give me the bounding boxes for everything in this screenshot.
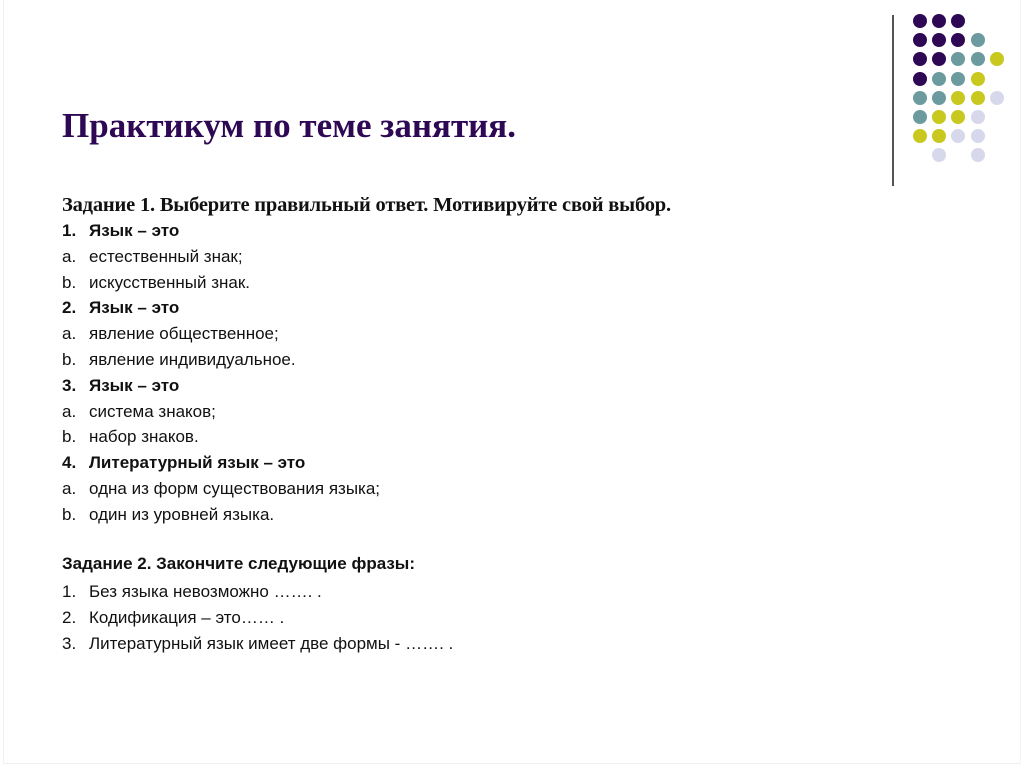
- decorative-dot-icon: [971, 129, 985, 143]
- decorative-dot-icon: [913, 91, 927, 105]
- decorative-dot-icon: [971, 72, 985, 86]
- item-text: Язык – это: [89, 298, 180, 318]
- item-text: Кодификация – это…… .: [89, 607, 285, 627]
- item-marker: 2.: [62, 298, 77, 318]
- item-text: искусственный знак.: [89, 272, 251, 292]
- item-text: одна из форм существования языка;: [89, 478, 381, 498]
- decorative-dot-icon: [951, 72, 965, 86]
- decorative-dot-icon: [913, 110, 927, 124]
- item-text: набор знаков.: [89, 427, 199, 447]
- item-text: система знаков;: [89, 401, 216, 421]
- task1-heading: Задание 1. Выберите правильный ответ. Мотивируйте свой выбор.: [62, 194, 671, 216]
- decorative-dot-icon: [971, 33, 985, 47]
- item-text: Язык – это: [89, 375, 180, 395]
- item-marker: a.: [62, 401, 77, 421]
- item-marker: 4.: [62, 453, 77, 473]
- item-text: Язык – это: [89, 221, 180, 240]
- item-marker: b.: [62, 427, 77, 447]
- item-marker: 3.: [62, 633, 77, 653]
- item-text: явление индивидуальное.: [89, 349, 296, 369]
- item-marker: 1.: [62, 221, 77, 240]
- item-marker: a.: [62, 324, 77, 344]
- decorative-dot-icon: [932, 91, 946, 105]
- vertical-divider-line: [892, 15, 894, 186]
- item-text: Литературный язык имеет две формы - ……. .: [89, 633, 454, 653]
- item-text: один из уровней языка.: [89, 504, 275, 524]
- item-marker: b.: [62, 349, 77, 369]
- item-marker: a.: [62, 246, 77, 266]
- task2-heading: Задание 2. Закончите следующие фразы:: [62, 554, 415, 573]
- slide-title: Практикум по теме занятия.: [62, 106, 516, 145]
- decorative-dot-icon: [971, 110, 985, 124]
- decorative-dot-icon: [913, 14, 927, 28]
- item-marker: b.: [62, 272, 77, 292]
- item-marker: 2.: [62, 607, 77, 627]
- decorative-dot-icon: [971, 148, 985, 162]
- decorative-dot-icon: [971, 52, 985, 66]
- decorative-dot-icon: [990, 91, 1004, 105]
- item-marker: a.: [62, 478, 77, 498]
- item-marker: b.: [62, 504, 77, 524]
- decorative-dot-icon: [913, 72, 927, 86]
- item-marker: 1.: [62, 582, 77, 601]
- item-text: явление общественное;: [89, 324, 279, 344]
- item-marker: 3.: [62, 375, 77, 395]
- item-text: Литературный язык – это: [89, 453, 306, 473]
- item-text: Без языка невозможно ……. .: [89, 582, 322, 601]
- decorative-dot-icon: [932, 72, 946, 86]
- item-text: естественный знак;: [89, 246, 243, 266]
- decorative-dot-icon: [971, 91, 985, 105]
